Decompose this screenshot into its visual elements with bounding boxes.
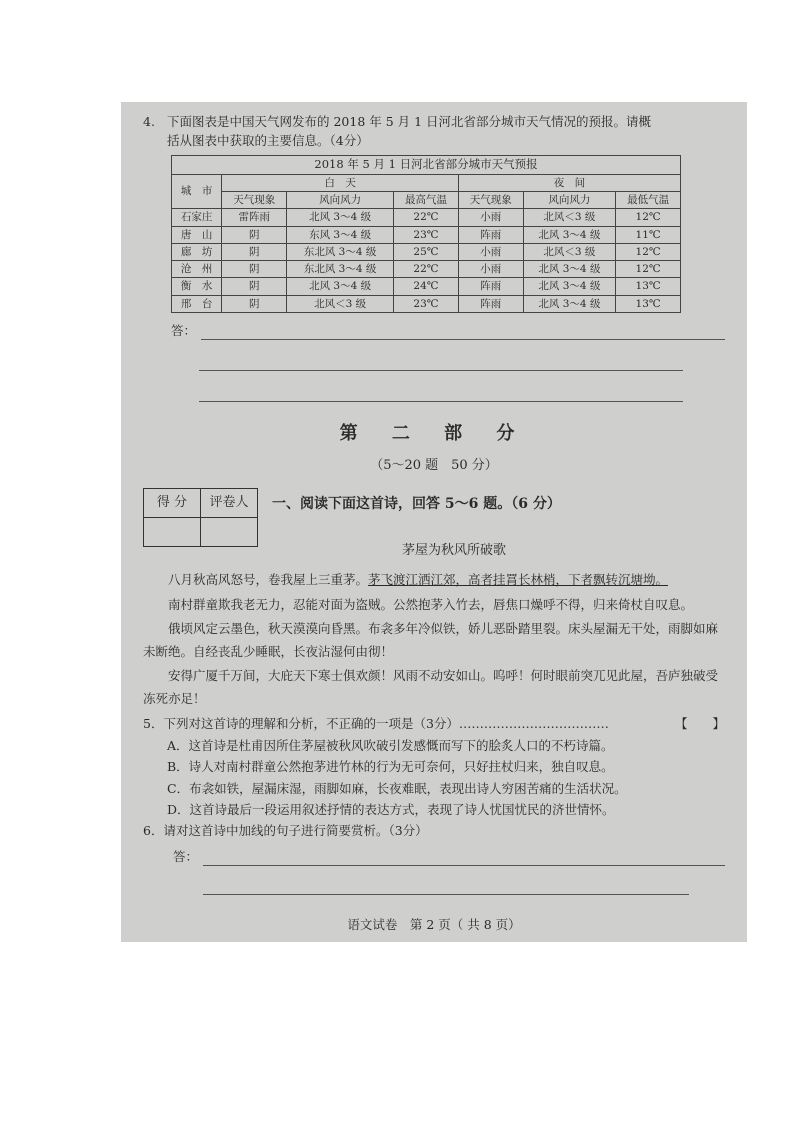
table-row — [172, 243, 681, 260]
poem-paragraph: 俄顷风定云墨色，秋天漠漠向昏黑。布衾多年冷似铁，娇儿恶卧踏里裂。床头屋漏无干处，雨脚如麻未断绝。自经丧乱少睡眠，长夜沾湿何由彻！ — [143, 621, 719, 659]
answer-lines-q4 — [143, 354, 725, 402]
table-cell: 东北风 3～4 级 — [287, 243, 394, 260]
answer-label: 答： — [173, 848, 199, 864]
section-header — [143, 488, 725, 547]
table-cell: 22℃ — [394, 261, 459, 278]
poem-paragraph: 安得广厦千万间，大庇天下寒士俱欢颜！风雨不动安如山。呜呼！何时眼前突兀见此屋，吾庐独破受冻死亦足！ — [143, 668, 719, 706]
weather-table — [171, 155, 681, 313]
sub-header: 风向风力 — [523, 192, 615, 209]
table-cell: 北风＜3 级 — [523, 243, 615, 260]
table-cell: 北风 3～4 级 — [523, 295, 615, 312]
section-title: 一、阅读下面这首诗，回答 5～6 题。（6 分） — [272, 496, 561, 513]
question-5 — [143, 714, 725, 819]
table-cell: 阴 — [222, 295, 287, 312]
table-cell: 13℃ — [616, 278, 681, 295]
table-cell: 衡 水 — [172, 278, 222, 295]
table-cell: 北风 3～4 级 — [287, 209, 394, 226]
table-cell: 阴 — [222, 226, 287, 243]
table-cell: 阴 — [222, 243, 287, 260]
table-cell: 北风 3～4 级 — [523, 226, 615, 243]
table-row — [172, 295, 681, 312]
poem-title: 茅屋为秋风所破歌 — [401, 543, 506, 559]
exam-page — [121, 102, 747, 942]
question-text: 下面图表是中国天气网发布的 2018 年 5 月 1 日河北省部分城市天气情况的预报。请概 — [167, 114, 652, 129]
sub-header: 最高气温 — [394, 192, 459, 209]
table-row — [172, 261, 681, 278]
table-cell: 雷阵雨 — [222, 209, 287, 226]
table-cell: 22℃ — [394, 209, 459, 226]
sub-header: 最低气温 — [616, 192, 681, 209]
table-caption: 2018 年 5 月 1 日河北省部分城市天气预报 — [172, 155, 681, 174]
table-cell: 12℃ — [616, 243, 681, 260]
question-text: 括从图表中获取的主要信息。（4分） — [167, 133, 369, 149]
question-4 — [143, 112, 725, 151]
answer-bracket[interactable]: 【 】 — [674, 716, 725, 732]
answer-line[interactable] — [201, 323, 725, 340]
city-header: 城 市 — [172, 174, 222, 209]
question-text: 5．下列对这首诗的理解和分析，不正确的一项是（3分）……………………………… — [143, 716, 609, 732]
table-cell: 阵雨 — [458, 278, 523, 295]
option-b: B．诗人对南村群童公然抱茅进竹林的行为无可奈何，只好拄杖归来，独自叹息。 — [167, 759, 614, 775]
table-cell: 小雨 — [458, 209, 523, 226]
table-cell: 阵雨 — [458, 226, 523, 243]
underlined-sentence: 茅飞渡江洒江郊，高者挂罥长林梢，下者飘转沉塘坳。 — [368, 572, 669, 588]
answer-line[interactable] — [199, 354, 683, 371]
answer-area-q4 — [171, 321, 725, 340]
table-cell: 唐 山 — [172, 226, 222, 243]
score-header: 得 分 — [144, 489, 201, 518]
table-row — [172, 226, 681, 243]
table-row — [172, 209, 681, 226]
question-number: 4. — [143, 114, 155, 129]
option-c: C．布衾如铁，屋漏床湿，雨脚如麻，长夜难眠，表现出诗人穷困苦痛的生活状况。 — [167, 780, 627, 796]
page-footer: 语文试卷 第 2 页（ 共 8 页） — [347, 916, 521, 932]
answer-area-q6 — [173, 847, 725, 866]
table-cell: 北风 3～4 级 — [523, 261, 615, 278]
poem-paragraph: 南村群童欺我老无力，忍能对面为盗贼。公然抱茅入竹去，唇焦口燥呼不得，归来倚杖自叹息。 — [168, 596, 694, 612]
table-cell: 北风＜3 级 — [287, 295, 394, 312]
sub-header: 天气现象 — [222, 192, 287, 209]
poem-body — [143, 569, 725, 710]
part-subtitle: （5～20 题 50 分） — [370, 458, 498, 474]
table-cell: 小雨 — [458, 243, 523, 260]
poem-paragraph — [143, 569, 725, 592]
option-a: A．这首诗是杜甫因所住茅屋被秋风吹破引发感慨而写下的脍炙人口的不朽诗篇。 — [167, 737, 614, 753]
table-cell: 阴 — [222, 261, 287, 278]
table-cell: 12℃ — [616, 261, 681, 278]
table-cell: 13℃ — [616, 295, 681, 312]
table-cell: 23℃ — [394, 295, 459, 312]
option-d: D．这首诗最后一段运用叙述抒情的表达方式，表现了诗人忧国忧民的济世情怀。 — [167, 801, 615, 817]
question-text: 6．请对这首诗中加线的句子进行简要赏析。（3分） — [143, 823, 428, 839]
table-cell: 25℃ — [394, 243, 459, 260]
answer-line[interactable] — [199, 385, 683, 402]
table-cell: 12℃ — [616, 209, 681, 226]
day-header: 白 天 — [222, 174, 459, 191]
table-cell: 东风 3～4 级 — [287, 226, 394, 243]
sub-header: 天气现象 — [458, 192, 523, 209]
table-cell: 北风 3～4 级 — [523, 278, 615, 295]
score-table — [143, 488, 258, 547]
table-cell: 23℃ — [394, 226, 459, 243]
table-cell: 阵雨 — [458, 295, 523, 312]
table-cell: 11℃ — [616, 226, 681, 243]
table-cell: 小雨 — [458, 261, 523, 278]
table-cell: 邢 台 — [172, 295, 222, 312]
table-cell: 沧 州 — [172, 261, 222, 278]
answer-label: 答： — [171, 322, 197, 338]
table-row — [172, 278, 681, 295]
table-cell: 阴 — [222, 278, 287, 295]
poem-text: 八月秋高风怒号，卷我屋上三重茅。 — [168, 572, 369, 588]
score-cell[interactable] — [144, 518, 201, 547]
question-6 — [143, 821, 725, 895]
table-cell: 北风 3～4 级 — [287, 278, 394, 295]
grader-header: 评卷人 — [201, 489, 258, 518]
answer-line[interactable] — [203, 878, 689, 895]
table-cell: 北风＜3 级 — [523, 209, 615, 226]
table-cell: 廊 坊 — [172, 243, 222, 260]
night-header: 夜 间 — [458, 174, 680, 191]
table-cell: 24℃ — [394, 278, 459, 295]
sub-header: 风向风力 — [287, 192, 394, 209]
grader-cell[interactable] — [201, 518, 258, 547]
part-title: 第 二 部 分 — [339, 423, 529, 445]
table-cell: 东北风 3～4 级 — [287, 261, 394, 278]
answer-line[interactable] — [203, 849, 725, 866]
table-cell: 石家庄 — [172, 209, 222, 226]
